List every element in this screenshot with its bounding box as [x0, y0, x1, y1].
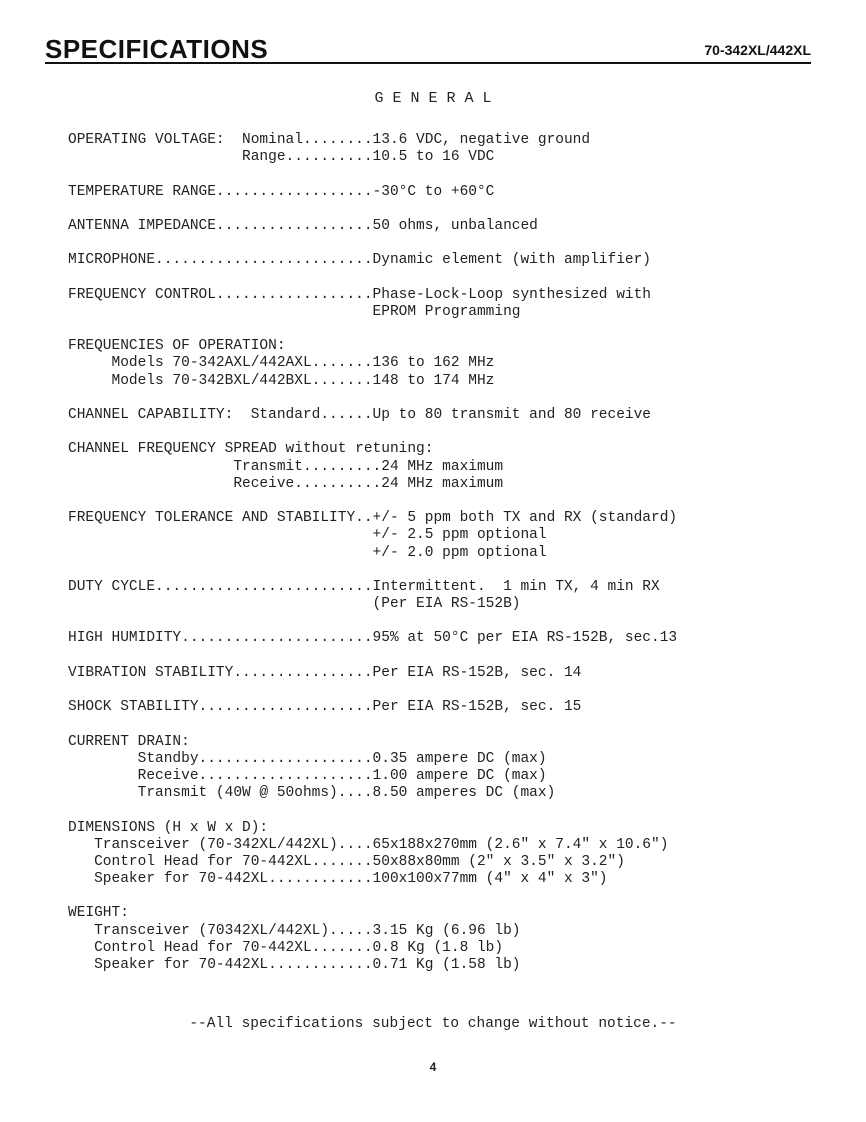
spec-line: Control Head for 70-442XL.......50x88x80mm (2" x 3.5" x 3.2")	[68, 853, 625, 870]
spec-line: FREQUENCIES OF OPERATION:	[68, 338, 286, 355]
section-title: G E N E R A L	[374, 90, 492, 107]
spec-line: Speaker for 70-442XL............100x100x77mm (4" x 4" x 3")	[68, 871, 608, 888]
spec-line: ANTENNA IMPEDANCE..................50 ohms, unbalanced	[68, 217, 538, 234]
spec-line: Models 70-342BXL/442BXL.......148 to 174 MHz	[68, 372, 495, 389]
spec-line: CURRENT DRAIN:	[68, 733, 190, 750]
spec-line: CHANNEL CAPABILITY: Standard......Up to 80 transmit and 80 receive	[68, 407, 651, 423]
spec-line: HIGH HUMIDITY......................95% at 50°C per EIA RS-152B, sec.13	[68, 630, 678, 647]
spec-line: Range..........10.5 to 16 VDC	[68, 149, 495, 166]
spec-line: Control Head for 70-442XL.......0.8 Kg (1.8 lb)	[68, 939, 504, 956]
blank-line	[68, 613, 677, 630]
spec-line: Speaker for 70-442XL............0.71 Kg (1.58 lb)	[68, 957, 521, 973]
blank-line	[68, 648, 677, 665]
spec-line: Transmit.........24 MHz maximum	[68, 458, 504, 475]
spec-line: MICROPHONE.........................Dynamic element (with amplifier)	[68, 252, 651, 269]
spec-line: FREQUENCY TOLERANCE AND STABILITY..+/- 5 ppm both TX and RX (standard)	[68, 510, 678, 527]
spec-line: Receive....................1.00 ampere DC (max)	[68, 767, 547, 784]
header-divider	[45, 62, 811, 64]
spec-line: EPROM Programming	[68, 303, 521, 320]
spec-line: TEMPERATURE RANGE..................-30°C to +60°C	[68, 183, 495, 200]
spec-line: Transmit (40W @ 50ohms)....8.50 amperes DC (max)	[68, 785, 556, 802]
spec-line: OPERATING VOLTAGE: Nominal........13.6 VDC, negative ground	[68, 132, 591, 148]
blank-line	[68, 321, 677, 338]
spec-line: (Per EIA RS-152B)	[68, 596, 521, 613]
spec-line: VIBRATION STABILITY................Per EIA RS-152B, sec. 14	[68, 664, 582, 681]
spec-line: WEIGHT:	[68, 905, 129, 922]
spec-line: Transceiver (70342XL/442XL).....3.15 Kg (6.96 lb)	[68, 922, 521, 939]
blank-line	[68, 424, 677, 441]
spec-line: DIMENSIONS (H x W x D):	[68, 819, 269, 836]
footer-note: --All specifications subject to change without notice.--	[189, 1016, 677, 1032]
blank-line	[68, 888, 677, 905]
spec-line: Models 70-342AXL/442AXL.......136 to 162 MHz	[68, 355, 495, 372]
spec-line: CHANNEL FREQUENCY SPREAD without retuning:	[68, 441, 434, 458]
specifications-list	[68, 132, 677, 974]
spec-line: +/- 2.5 ppm optional	[68, 527, 547, 544]
blank-line	[68, 235, 677, 252]
spec-line: Standby....................0.35 ampere DC (max)	[68, 750, 547, 767]
model-number: 70-342XL/442XL	[704, 42, 811, 58]
blank-line	[68, 390, 677, 407]
blank-line	[68, 562, 677, 579]
spec-line: DUTY CYCLE.........................Intermittent. 1 min TX, 4 min RX	[68, 578, 660, 595]
spec-line: Receive..........24 MHz maximum	[68, 475, 504, 492]
spec-line: FREQUENCY CONTROL..................Phase-Lock-Loop synthesized with	[68, 286, 651, 303]
blank-line	[68, 493, 677, 510]
spec-line: +/- 2.0 ppm optional	[68, 544, 547, 561]
spec-line: SHOCK STABILITY....................Per EIA RS-152B, sec. 15	[68, 699, 582, 716]
blank-line	[68, 270, 677, 287]
spec-line: Transceiver (70-342XL/442XL)....65x188x270mm (2.6" x 7.4" x 10.6")	[68, 836, 669, 853]
page-title: SPECIFICATIONS	[45, 34, 269, 64]
blank-line	[68, 201, 677, 218]
page-number: 4	[429, 1060, 437, 1074]
blank-line	[68, 802, 677, 819]
blank-line	[68, 166, 677, 183]
blank-line	[68, 716, 677, 733]
blank-line	[68, 682, 677, 699]
